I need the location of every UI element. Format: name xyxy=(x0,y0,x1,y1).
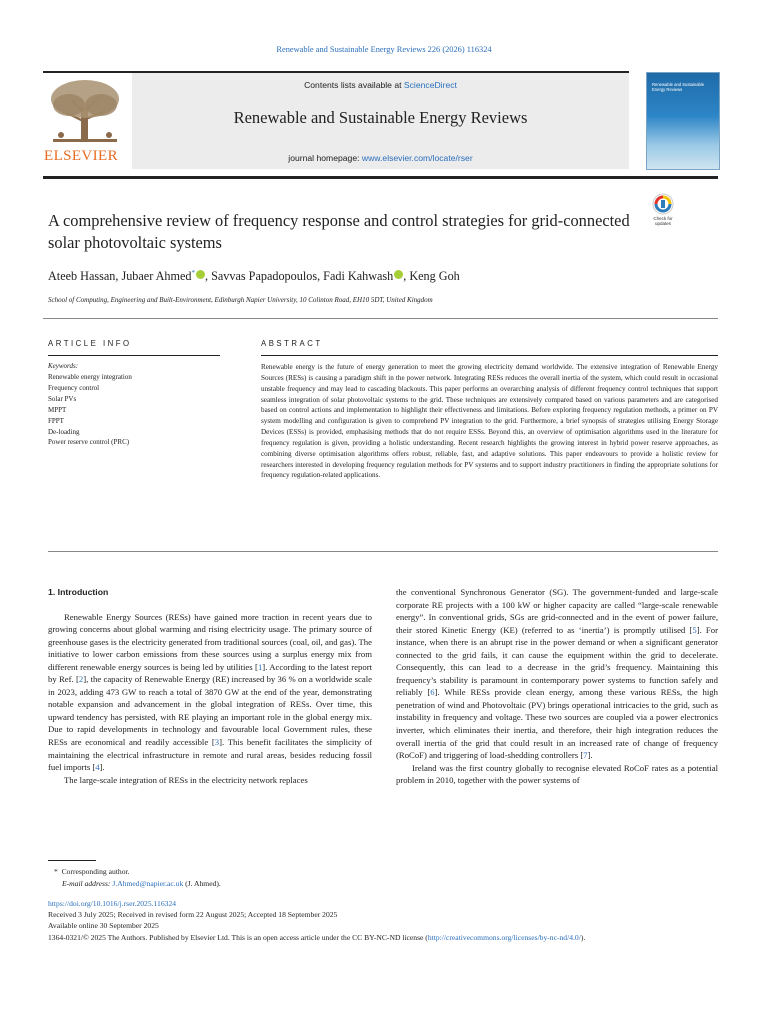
header-bottom-rule xyxy=(43,176,718,179)
license-statement xyxy=(48,932,718,943)
body-left-column xyxy=(48,586,372,786)
author-affiliation: School of Computing, Engineering and Built-Environment, Edinburgh Napier University, 10 Colinton Road, EH10 5DT, United Kingdom xyxy=(48,296,433,304)
citation-link[interactable]: 3 xyxy=(214,737,220,748)
check-for-updates-label: Check for updates xyxy=(653,216,673,226)
email-suffix: (J. Ahmed). xyxy=(185,878,221,888)
sciencedirect-link[interactable]: ScienceDirect xyxy=(403,80,457,90)
citation-link[interactable]: 1 xyxy=(257,661,263,672)
body-paragraph: the conventional Synchronous Generator (SG). The government-funded and large-scale corporate RE projects with a 100 kW or higher capacity are called “large-scale renewable energy”. In conventional grids, SGs are grid-connected and in the event of power failure, their stored Kinetic Energy (KE) (referred to as ‘inertia’) is promptly utilised [5]. For instance, when there is an abrupt rise in the power demand or when a significant generator connected to the grid fails, it can cause the equipment within the grid to decelerate. Consequently, this can lead to a decrease in the grid’s frequency. Maintaining this frequency’s stability is paramount in contemporary power systems to function safely and reliably [6]. While RESs provide clean energy, among these various RESs, the high penetration of wind and Photovoltaic (PV) brings operational intricacies to the grid, such as instability in frequency and voltage. These two sources are coupled via a power electronics inverter, which eliminates their inertia, and therefore, their high integration reduces the overall inertia of the grid that could result in an increased rate of change of frequency (RoCoF) and triggering of load-shedding controllers [7]. xyxy=(396,587,718,761)
journal-reference[interactable]: Renewable and Sustainable Energy Reviews 226 (2026) 116324 xyxy=(276,45,492,54)
orcid-icon[interactable] xyxy=(196,270,205,279)
corresponding-author-label: Corresponding author. xyxy=(61,867,130,876)
author-email-link[interactable]: J.Ahmed@napier.ac.uk xyxy=(112,878,184,888)
keyword-item: MPPT xyxy=(48,405,67,414)
keyword-item: Renewable energy integration xyxy=(48,373,132,381)
keywords-list xyxy=(48,372,228,448)
author-name[interactable]: Fadi Kahwash xyxy=(323,269,394,284)
body-paragraph: Ireland was the first country globally to recognise elevated RoCoF rates as a potential problem in 2010, together with the power systems of xyxy=(396,762,718,786)
doi-link[interactable]: https://doi.org/10.1016/j.rser.2025.116324 xyxy=(48,899,177,908)
available-online-date: Available online 30 September 2025 xyxy=(48,921,159,931)
license-prefix: 1364-0321/© 2025 The Authors. Published by Elsevier Ltd. This is an open access article under the CC BY-NC-ND license ( xyxy=(48,932,428,942)
citation-link[interactable]: 4 xyxy=(95,762,100,773)
article-history-dates: Received 3 July 2025; Received in revised form 22 August 2025; Accepted 18 September 2025 xyxy=(48,910,338,920)
abstract-heading: ABSTRACT xyxy=(261,339,323,348)
keyword-item: Power reserve control (PRC) xyxy=(48,438,130,447)
check-for-updates-badge[interactable] xyxy=(646,192,680,230)
author-name[interactable]: Savvas Papadopoulos xyxy=(211,269,318,284)
author-name[interactable]: Jubaer Ahmed xyxy=(121,269,192,284)
keywords-label: Keywords: xyxy=(48,362,79,370)
article-info-rule xyxy=(48,355,220,356)
license-link[interactable]: http://creativecommons.org/licenses/by-nc-nd/4.0/ xyxy=(427,932,581,942)
body-paragraph: Renewable Energy Sources (RESs) have gained more traction in recent years due to growing concerns about global warming and rising electricity usage. The primary source of greenhouse gases is the electricity generated from traditional sources (coal, oil, and gas). The initiative to lower carbon emissions from these sources using a surplus energy mix from different renewable energy sources is being led by utilities [1]. According to the latest report by Ref. [2], the capacity of Renewable Energy (RE) increased by 36 % on a worldwide scale in 2023, adding 473 GW to reach a total of 3870 GW at the end of the year, demonstrating notable expansion and advancement in the global integration of RESs. Over time, this upward tendency has persisted, with RE playing an important role in the global energy mix. Due to rapid developments in technology and favourable local Government rules, these RESs are economical and readily accessible [3]. This benefit facilitates the simplicity of maintaining the electrical infrastructure in remote and rural areas, besides reducing fossil fuel imports [4]. xyxy=(48,611,373,773)
contents-prefix: Contents lists available at xyxy=(304,80,402,90)
abstract-text: Renewable energy is the future of energy generation to meet the growing electricity demand worldwide. The extensive integration of Renewable Energy Sources (RESs) is causing a paradigm shift in the power network. Integrating RESs reduces the overall inertia of the system, which could result in occasional unstable frequency and may lead to cascading blackouts. This paper performs an overarching analysis of different frequency control techniques that support seamless integration of solar photovoltaic systems to the grid. These techniques are extensively compared based on various parameters and are categorised based on control actions and implementation to highlight their effectiveness and limitations. Before exploring frequency regulation methods, a primer on PV system modelling and configuration is given to comprehend PV integration to the grid. Furthermore, a brief synopsis of strategies utilising Energy Storage Devices (ESSs) is provided, emphasising methods that do not require ESSs. Beyond this, an overview of optimisation algorithms used in the literature for frequency regulation is given, providing a holistic understanding. Recent research highlights the growing interest in hybrid power reserve approaches, as combining diverse optimisation algorithms offers robust, reliable, fast, and adaptive solutions. This paper endeavours to provide a holistic review for researchers interested in developing frequency regulation methods for PV systems and to support industry practitioners in finding the appropriate solutions for frequency regulation-related applications. xyxy=(261,363,718,480)
publication-info xyxy=(48,898,718,943)
homepage-prefix: journal homepage: xyxy=(288,153,360,163)
abstract-end-rule xyxy=(48,551,718,552)
journal-title: Renewable and Sustainable Energy Reviews xyxy=(233,108,528,127)
journal-homepage-link[interactable]: www.elsevier.com/locate/rser xyxy=(361,153,473,163)
author-name[interactable]: Keng Goh xyxy=(409,269,460,284)
corresponding-marker[interactable]: * xyxy=(191,269,196,277)
footnote-marker: * xyxy=(54,867,58,876)
footnote-rule xyxy=(48,860,96,861)
journal-cover-title: Renewable and Sustainable Energy Reviews xyxy=(652,82,705,92)
article-title: A comprehensive review of frequency response and control strategies for grid-connected solar photovoltaic systems xyxy=(48,211,630,252)
contents-available-line xyxy=(132,80,629,90)
keyword-item: Frequency control xyxy=(48,383,100,392)
author-name[interactable]: Ateeb Hassan xyxy=(48,269,116,284)
keyword-item: De-loading xyxy=(48,427,80,436)
keyword-item: FPPT xyxy=(48,416,64,425)
journal-homepage-line xyxy=(132,153,629,163)
article-info-heading: ARTICLE INFO xyxy=(48,339,132,348)
abstract-rule xyxy=(261,355,718,356)
elsevier-wordmark: ELSEVIER xyxy=(44,148,119,164)
citation-link[interactable]: 6 xyxy=(430,687,435,698)
body-right-column xyxy=(396,586,718,787)
license-suffix: ). xyxy=(580,932,586,942)
author-list: Ateeb Hassan, Jubaer Ahmed* , Savvas Papadopoulos, Fadi Kahwash , Keng Goh xyxy=(48,269,460,284)
section-heading-introduction: 1. Introduction xyxy=(48,587,109,597)
orcid-icon[interactable] xyxy=(394,270,403,279)
body-paragraph: The large-scale integration of RESs in the electricity network replaces xyxy=(64,774,308,785)
affiliation-rule xyxy=(43,318,718,319)
citation-link[interactable]: 5 xyxy=(692,624,697,635)
corresponding-author-footnote xyxy=(54,866,714,889)
email-label: E-mail address: xyxy=(62,878,111,888)
citation-link[interactable]: 2 xyxy=(78,674,84,685)
citation-link[interactable]: 7 xyxy=(583,750,588,761)
keyword-item: Solar PVs xyxy=(48,394,77,403)
